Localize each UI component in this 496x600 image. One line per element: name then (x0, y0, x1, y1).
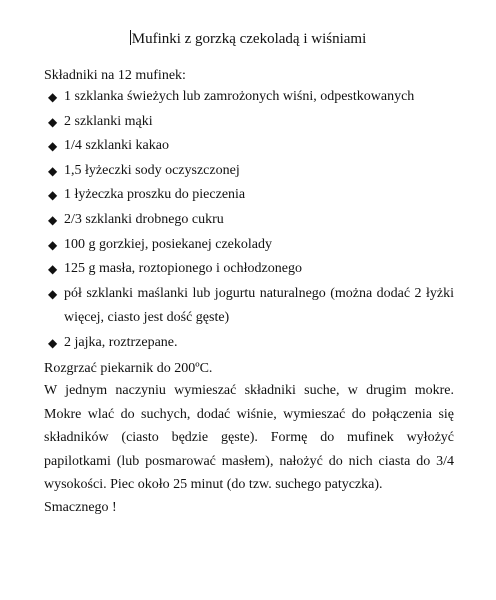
diamond-bullet-icon: ◆ (48, 163, 58, 178)
diamond-bullet-icon: ◆ (48, 262, 58, 277)
ingredient-item (44, 257, 454, 282)
title-text: Mufinki z gorzką czekoladą i wiśniami (131, 31, 367, 47)
oven-instruction: Rozgrzać piekarnik do 200ºC. (44, 361, 213, 376)
ingredients-heading: Składniki na 12 mufinek: (44, 68, 186, 83)
diamond-bullet-icon: ◆ (48, 114, 58, 129)
diamond-bullet-icon: ◆ (48, 139, 58, 154)
ingredients-list (44, 85, 454, 356)
ingredient-text: 2 jajka, roztrzepane. (64, 334, 178, 350)
closing-text: Smacznego ! (44, 500, 117, 515)
ingredient-item (44, 110, 454, 135)
ingredient-text: 1 łyżeczka proszku do pieczenia (64, 187, 246, 203)
ingredient-item (44, 85, 454, 110)
ingredient-item (44, 331, 454, 356)
text-cursor (130, 30, 131, 45)
ingredient-text: 2 szklanki mąki (64, 113, 153, 129)
diamond-bullet-icon: ◆ (48, 286, 58, 301)
ingredient-text: 2/3 szklanki drobnego cukru (64, 211, 224, 227)
ingredient-text: 1 szklanka świeżych lub zamrożonych wiśni, odpestkowanych (64, 89, 415, 104)
page-title (0, 30, 496, 48)
diamond-bullet-icon: ◆ (48, 237, 58, 252)
ingredient-text: 1,5 łyżeczki sody oczyszczonej (64, 162, 240, 178)
ingredient-item (44, 159, 454, 184)
diamond-bullet-icon: ◆ (48, 335, 58, 350)
ingredient-text: pół szklanki maślanki lub jogurtu naturalnego (można dodać 2 łyżki więcej, ciasto jest dość gęste) (64, 285, 454, 326)
diamond-bullet-icon: ◆ (48, 188, 58, 203)
ingredient-item (44, 233, 454, 258)
ingredient-item (44, 208, 454, 233)
ingredient-text: 125 g masła, roztopionego i ochłodzonego (64, 261, 302, 277)
diamond-bullet-icon: ◆ (48, 90, 58, 104)
method-paragraph: W jednym naczyniu wymieszać składniki suche, w drugim mokre. Mokre wlać do suchych, dodać wiśnie, wymieszać do połączenia się składników (ciasto będzie gęste). Formę do mufinek wyłożyć papilotkami (lub posmarować masłem), nałożyć do nich ciasta do 3/4 wysokości. Piec około 25 minut (do tzw. suchego patyczka). (44, 383, 454, 493)
ingredient-item (44, 282, 454, 331)
ingredient-item (44, 183, 454, 208)
ingredient-text: 100 g gorzkiej, posiekanej czekolady (64, 236, 272, 252)
ingredient-item (44, 134, 454, 159)
ingredient-text: 1/4 szklanki kakao (64, 138, 169, 154)
diamond-bullet-icon: ◆ (48, 212, 58, 227)
